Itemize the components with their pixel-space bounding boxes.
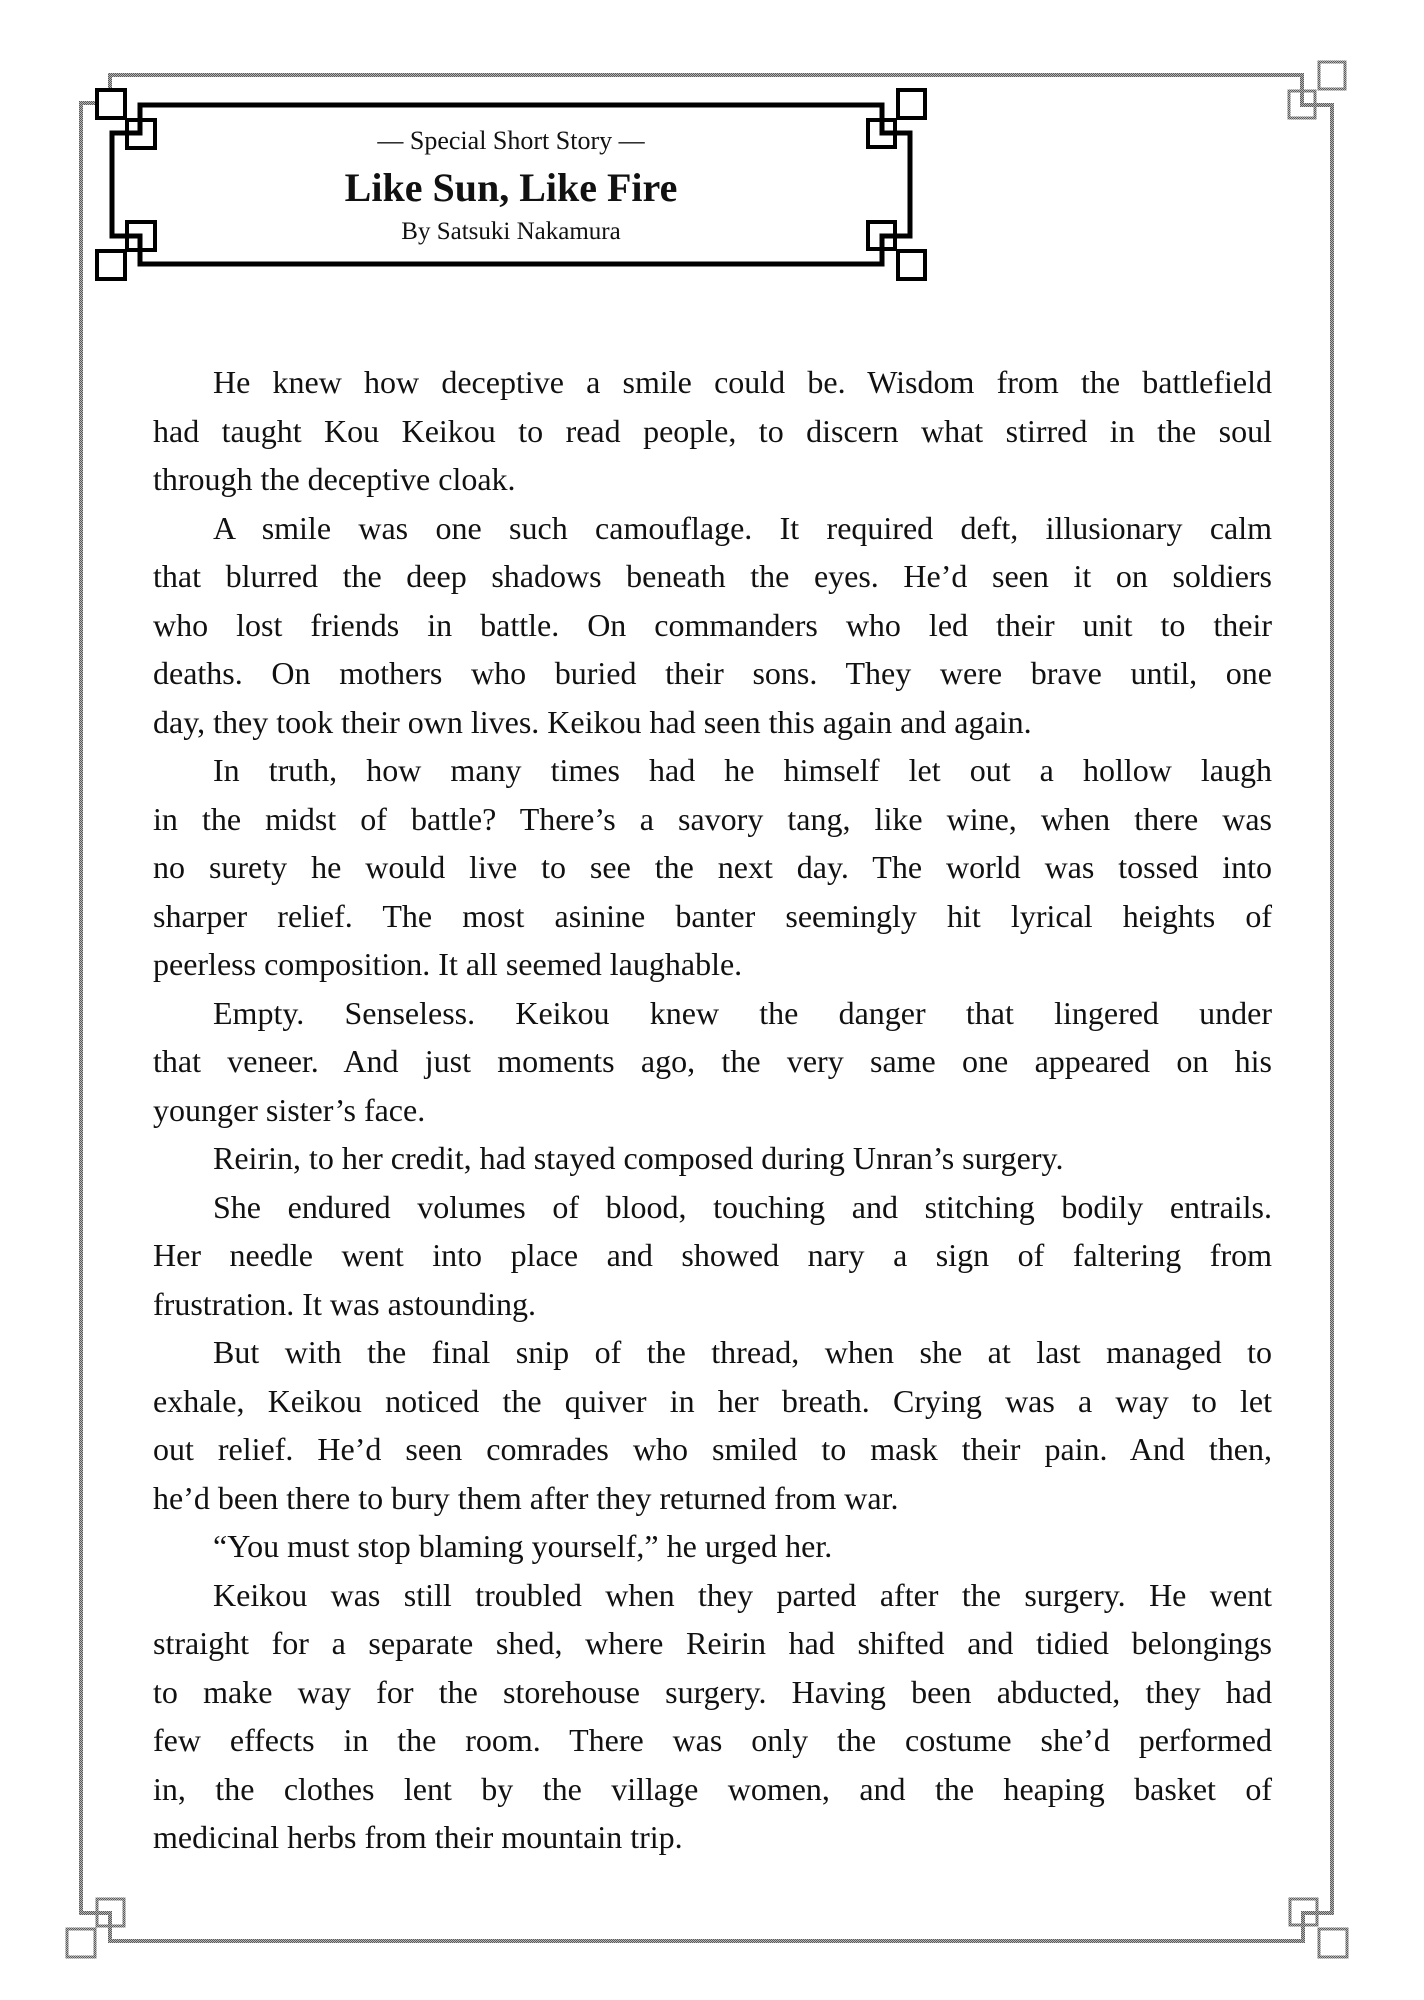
text-line: day, they took their own lives. Keikou had seen this again and again. (153, 703, 1032, 740)
text-line: no surety he would live to see the next day. The world was tossed into (153, 849, 1272, 885)
paragraph (153, 1522, 1272, 1571)
square-knot-ornament-icon (898, 251, 925, 279)
story-byline: By Satsuki Nakamura (401, 218, 621, 245)
page-corner-bottom-left (67, 1899, 124, 1957)
text-line: Reirin, to her credit, had stayed composed during Unran’s surgery. (213, 1140, 1064, 1176)
text-line: He knew how deceptive a smile could be. Wisdom from the battlefield (213, 364, 1272, 400)
story-body (153, 358, 1272, 1862)
square-knot-ornament-icon (898, 90, 925, 118)
text-line: straight for a separate shed, where Reirin had shifted and tidied belongings (153, 1625, 1272, 1661)
page-corner-top-right (1289, 62, 1345, 118)
text-line: peerless composition. It all seemed laughable. (153, 946, 743, 982)
text-line: Her needle went into place and showed nary a sign of faltering from (153, 1237, 1272, 1273)
text-line: through the deceptive cloak. (153, 461, 516, 497)
text-line: few effects in the room. There was only the costume she’d performed (153, 1722, 1272, 1758)
text-line: medicinal herbs from their mountain trip. (153, 1819, 683, 1855)
square-knot-ornament-icon (97, 251, 125, 279)
text-line: that veneer. And just moments ago, the very same one appeared on his (153, 1043, 1272, 1079)
text-line: he’d been there to bury them after they returned from war. (153, 1479, 899, 1516)
story-title: Like Sun, Like Fire (344, 165, 678, 210)
square-knot-ornament-icon (1319, 62, 1345, 89)
text-line: exhale, Keikou noticed the quiver in her breath. Crying was a way to let (153, 1382, 1272, 1419)
paragraph (153, 746, 1272, 989)
paragraph (153, 358, 1272, 504)
text-line: who lost friends in battle. On commanders who led their unit to their (153, 606, 1272, 643)
text-line: She endured volumes of blood, touching and stitching bodily entrails. (213, 1188, 1272, 1225)
text-line: that blurred the deep shadows beneath the eyes. He’d seen it on soldiers (153, 558, 1272, 594)
paragraph (153, 1134, 1272, 1183)
paragraph (153, 1183, 1272, 1329)
text-line: to make way for the storehouse surgery. Having been abducted, they had (153, 1673, 1272, 1710)
square-knot-ornament-icon (67, 1929, 95, 1957)
text-line: in, the clothes lent by the village women, and the heaping basket of (153, 1770, 1272, 1807)
paragraph (153, 504, 1272, 747)
text-line: Keikou was still troubled when they parted after the surgery. He went (213, 1576, 1272, 1613)
page-corner-bottom-right (1290, 1899, 1347, 1957)
text-line: Empty. Senseless. Keikou knew the danger that lingered under (213, 994, 1272, 1031)
text-line: out relief. He’d seen comrades who smiled to mask their pain. And then, (153, 1431, 1272, 1467)
text-line: A smile was one such camouflage. It required deft, illusionary calm (213, 509, 1272, 546)
text-line: In truth, how many times had he himself let out a hollow laugh (213, 752, 1272, 788)
text-line: deaths. On mothers who buried their sons. They were brave until, one (153, 655, 1272, 691)
square-knot-ornament-icon (1319, 1929, 1347, 1957)
story-kicker: — Special Short Story — (377, 126, 645, 155)
paragraph (153, 989, 1272, 1135)
text-line: frustration. It was astounding. (153, 1285, 537, 1322)
text-line: had taught Kou Keikou to read people, to discern what stirred in the soul (153, 412, 1272, 449)
paragraph (153, 1328, 1272, 1522)
square-knot-ornament-icon (97, 90, 125, 118)
text-line: sharper relief. The most asinine banter seemingly hit lyrical heights of (153, 897, 1272, 934)
text-line: But with the final snip of the thread, when she at last managed to (213, 1334, 1272, 1370)
text-line: in the midst of battle? There’s a savory tang, like wine, when there was (153, 800, 1272, 837)
text-line: younger sister’s face. (153, 1091, 426, 1128)
paragraph (153, 1571, 1272, 1862)
text-line: “You must stop blaming yourself,” he urged her. (213, 1528, 833, 1564)
